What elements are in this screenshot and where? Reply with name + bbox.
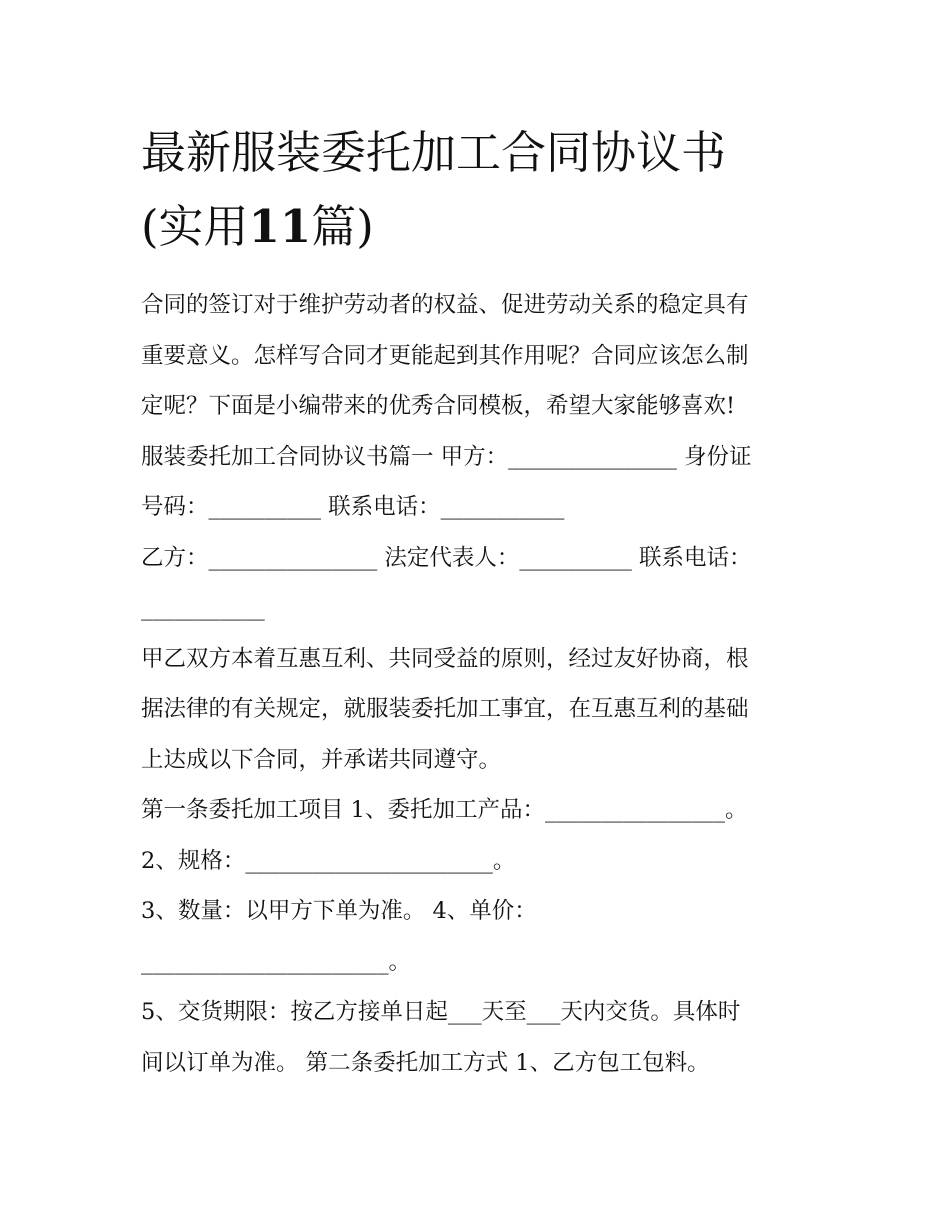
body-line-12: 2、规格：______________________。 <box>141 847 516 874</box>
body-line-5: 号码：__________ 联系电话：___________ <box>141 494 565 520</box>
body-line-14: ______________________。 <box>141 948 412 975</box>
body-line-4: 服装委托加工合同协议书篇一 甲方：_______________ 身份证 <box>141 443 752 470</box>
title-line-1: 最新服装委托加工合同协议书 <box>141 126 727 179</box>
title-line-2 <box>141 190 821 264</box>
body-line-1: 合同的签订对于维护劳动者的权益、促进劳动关系的稳定具有 <box>141 292 749 318</box>
body-line-11: 第一条委托加工项目 1、委托加工产品：________________。 <box>141 797 748 823</box>
body-line-3: 定呢？下面是小编带来的优秀合同模板，希望大家能够喜欢! <box>141 393 736 419</box>
body-line-2: 重要意义。怎样写合同才更能起到其作用呢？合同应该怎么制 <box>141 342 749 369</box>
body-line-7: ___________ <box>141 595 265 621</box>
body-line-10: 上达成以下合同，并承诺共同遵守。 <box>141 746 502 773</box>
body-line-6: 乙方：_______________ 法定代表人：__________ 联系电话： <box>141 544 752 571</box>
body-line-9: 据法律的有关规定，就服装委托加工事宜，在互惠互利的基础 <box>141 696 749 722</box>
document-content <box>141 116 821 1088</box>
document-body <box>141 280 821 1088</box>
title-open: (实用 <box>141 200 249 253</box>
title-close: 篇) <box>311 200 374 253</box>
document-title <box>141 116 821 264</box>
body-line-15: 5、交货期限：按乙方接单日起___天至___天内交货。具体时 <box>141 999 741 1025</box>
body-line-13: 3、数量：以甲方下单为准。 4、单价： <box>141 898 537 924</box>
body-line-8: 甲乙双方本着互惠互利、共同受益的原则，经过友好协商，根 <box>141 645 749 672</box>
body-line-16: 间以订单为准。 第二条委托加工方式 1、乙方包工包料。 <box>141 1049 710 1076</box>
title-count: 11 <box>248 200 312 253</box>
